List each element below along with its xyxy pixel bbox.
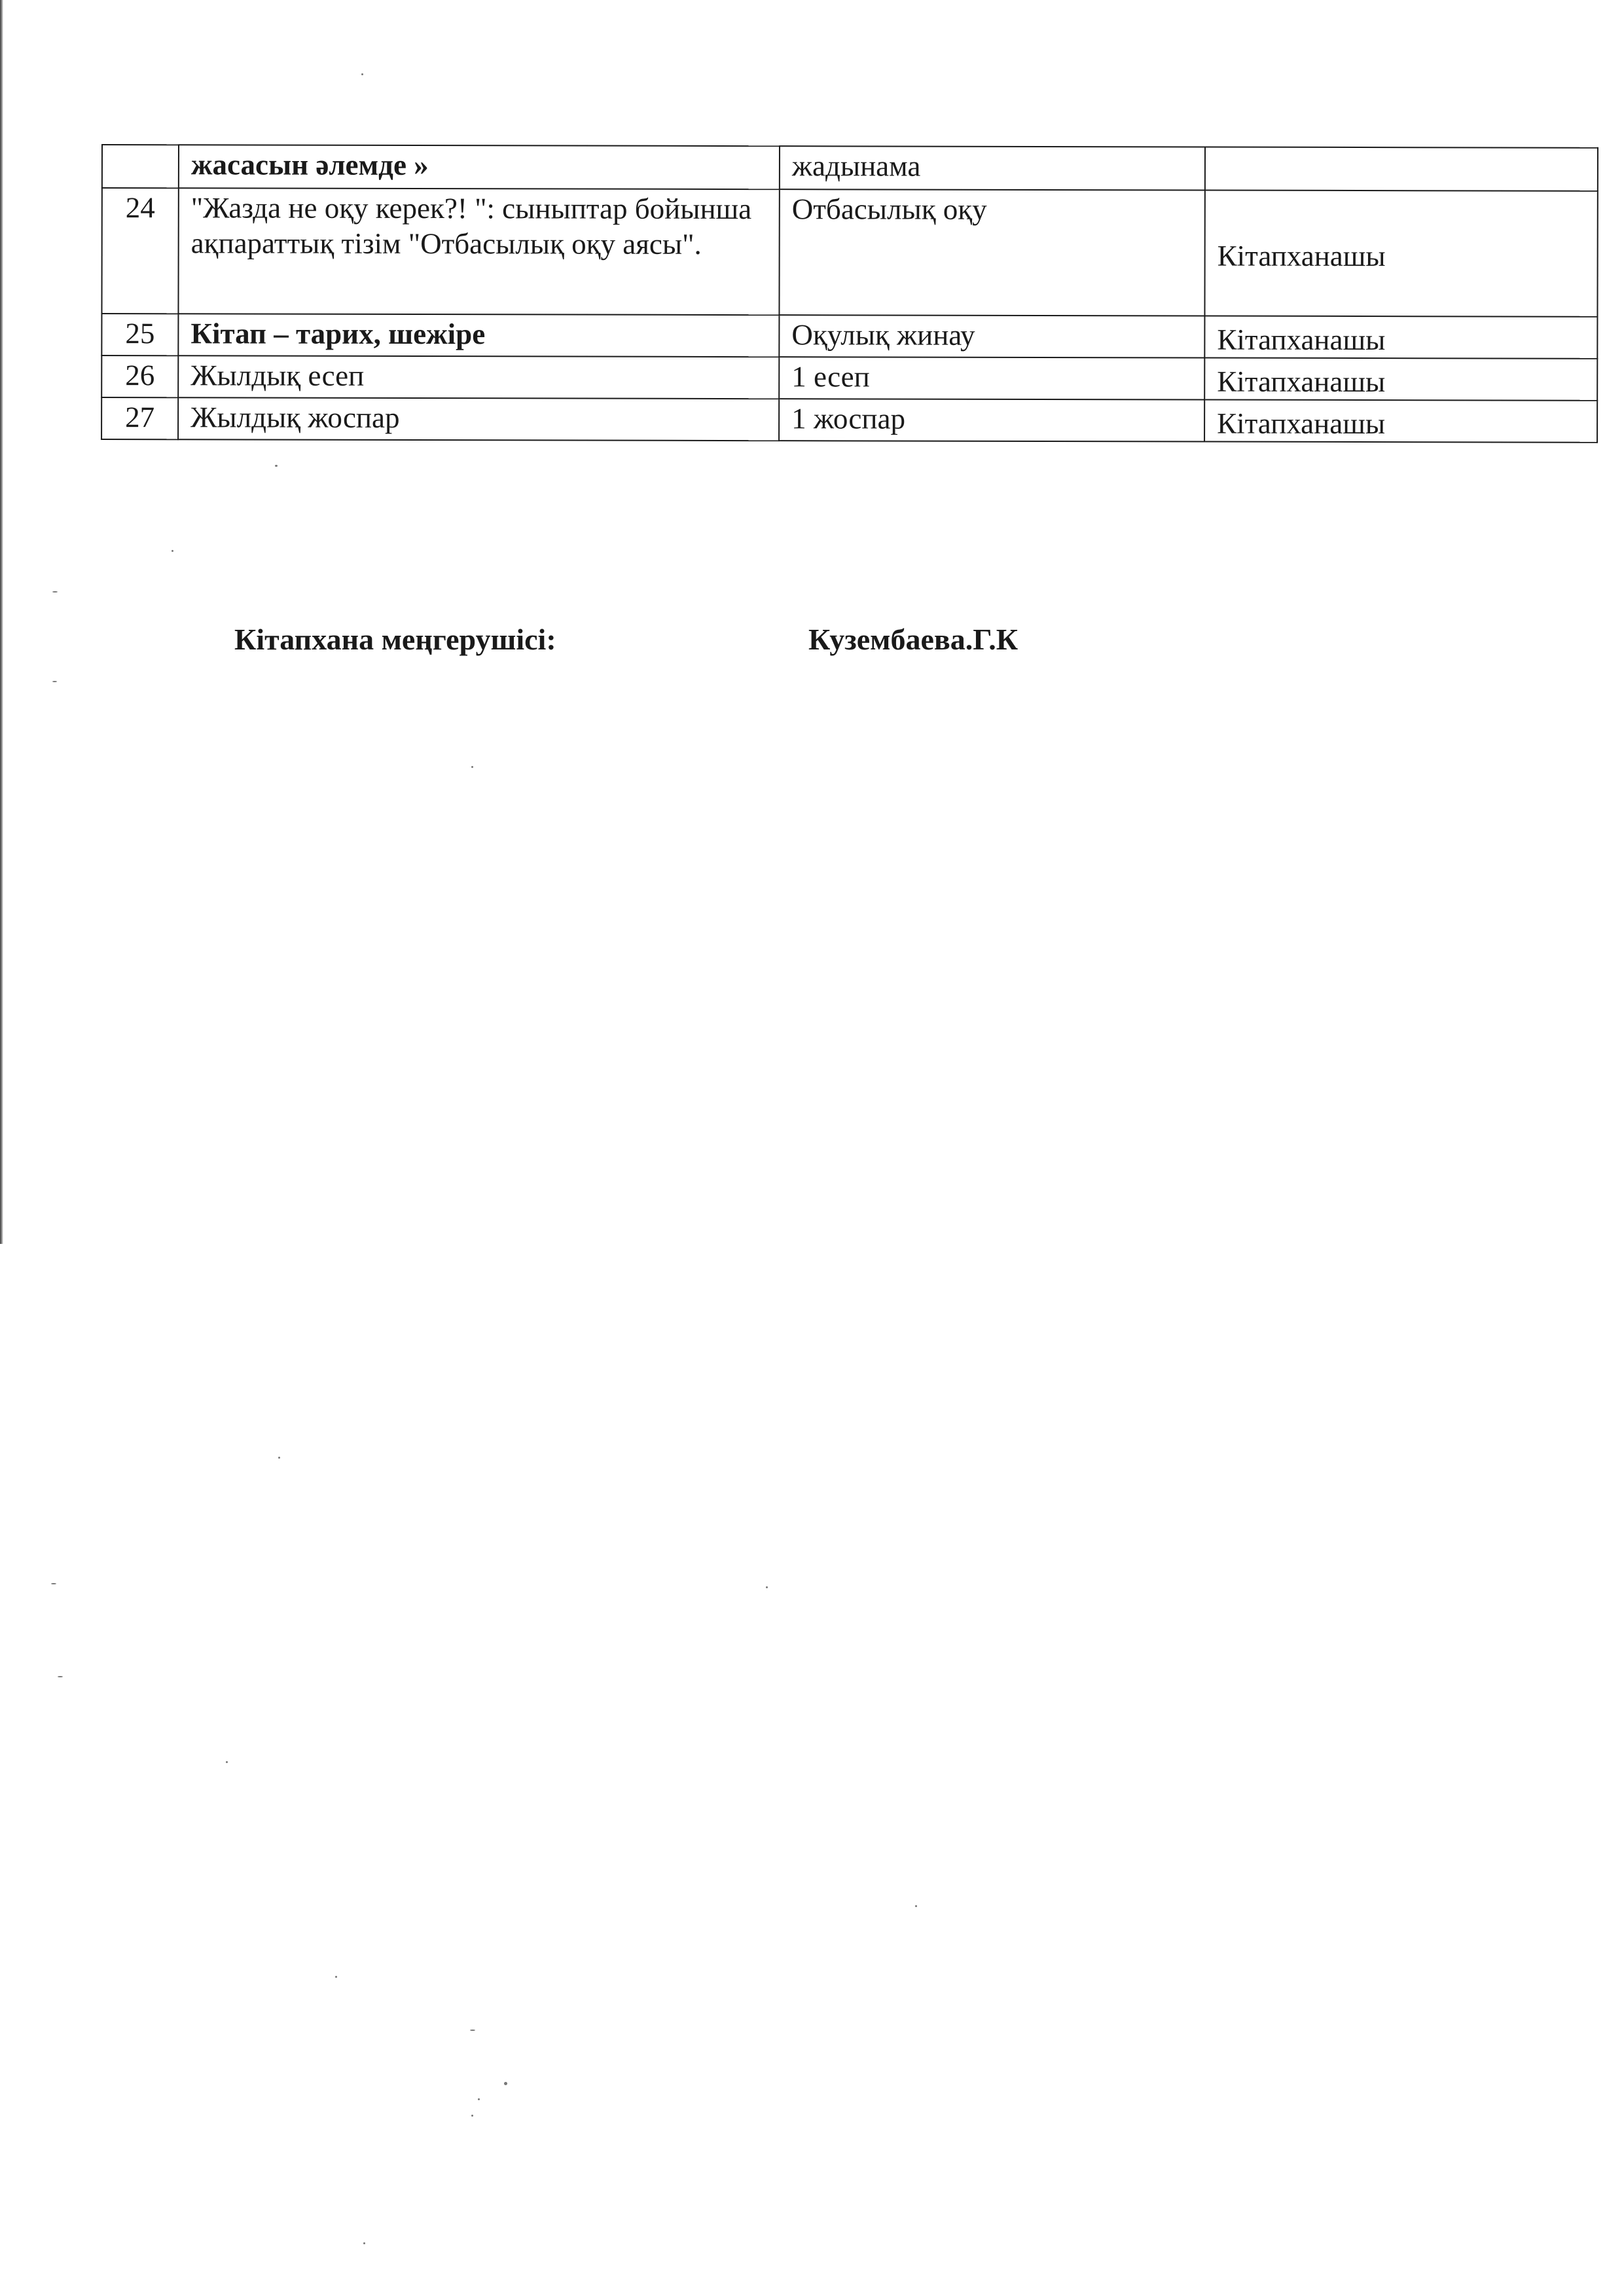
scan-speck (470, 2030, 475, 2031)
row-form: жадынама (780, 146, 1205, 190)
scan-speck (51, 1583, 56, 1584)
row-number: 24 (101, 188, 178, 314)
row-title: жасасын әлемде » (179, 145, 780, 189)
table-row (101, 355, 1597, 401)
scan-edge-shadow (0, 0, 3, 1244)
table-row (102, 145, 1598, 191)
row-number: 27 (101, 397, 178, 439)
row-form: 1 жоспар (779, 399, 1204, 441)
scan-speck (275, 465, 278, 467)
scan-speck (915, 1905, 917, 1907)
row-title: Жылдық жоспар (178, 397, 779, 441)
scan-speck (52, 681, 57, 682)
row-number (102, 145, 179, 188)
plan-table (101, 144, 1598, 443)
scan-speck (471, 766, 473, 768)
scan-speck (361, 73, 363, 75)
scan-speck (478, 2098, 480, 2100)
scan-speck (335, 1976, 337, 1978)
row-form: 1 есеп (779, 357, 1204, 399)
row-responsible: Кітапханашы (1204, 358, 1597, 401)
signature-title: Кітапхана меңгерушісі: (234, 623, 556, 656)
row-form: Отбасылық оқу (779, 189, 1204, 316)
row-number: 25 (101, 314, 178, 355)
row-responsible: Кітапханашы (1204, 316, 1597, 359)
scan-speck (278, 1457, 280, 1459)
scan-speck (363, 2242, 365, 2244)
scan-speck (58, 1676, 63, 1677)
table-row (101, 188, 1597, 317)
row-form: Оқулық жинау (779, 315, 1204, 357)
signature-name: Кузембаева.Г.К (808, 623, 1019, 656)
row-title: Жылдық есеп (178, 355, 779, 399)
scan-speck (226, 1761, 228, 1763)
scan-speck (471, 2115, 473, 2117)
row-title: "Жазда не оқу керек?! ": сыныптар бойынша ақпараттық тізім "Отбасылық оқу аясы". (178, 188, 779, 315)
scan-speck (504, 2082, 507, 2085)
scan-speck (171, 550, 173, 552)
row-responsible: Кітапханашы (1204, 400, 1597, 443)
table-row (101, 397, 1597, 443)
scan-speck (766, 1586, 768, 1588)
row-responsible: Кітапханашы (1204, 191, 1597, 317)
scan-speck (52, 591, 58, 592)
row-number: 26 (101, 355, 178, 397)
row-title: Кітап – тарих, шежіре (178, 314, 779, 357)
table-row (101, 314, 1597, 359)
row-responsible (1205, 147, 1598, 191)
